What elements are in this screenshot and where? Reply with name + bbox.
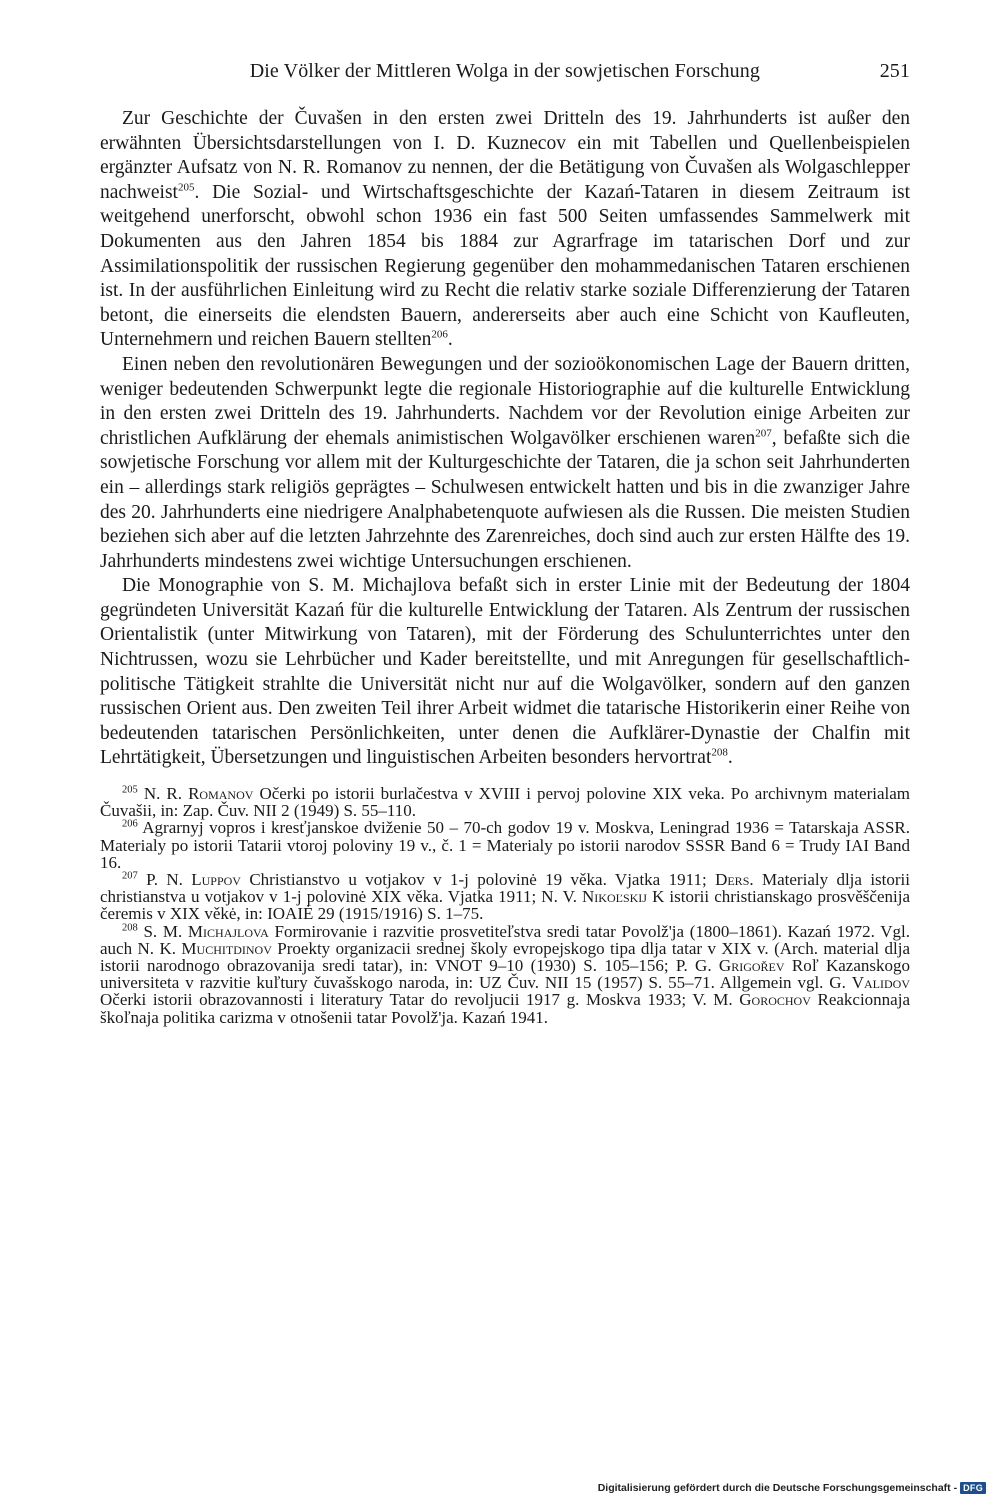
dfg-logo-icon: DFG: [960, 1482, 986, 1494]
paragraph-1: Zur Geschichte der Čuvašen in den ersten zwei Dritteln des 19. Jahrhunderts ist außer den erwähnten Übersichtsdarstellungen von I. D. Kuznecov ein mit Tabellen und Quellenbeispielen ergänzter Aufsatz von N. R. Romanov zu nennen, der die Betätigung von Čuvašen als Wolgaschlepper nachweist$^{205}$. Die Sozial- und Wirtschaftsgeschichte der Kazań-Tataren in diesem Zeitraum ist weitgehend unerforscht, obwohl schon 1936 ein fast 500 Seiten umfassendes Sammelwerk mit Dokumenten aus den Jahren 1854 bis 1884 zur Agrarfrage im tatarischen Dorf und zur Assimilationspolitik der russischen Regierung gegenüber den mohammedanischen Tataren erschienen ist. In der ausführlichen Einleitung wird zu Recht die relativ starke soziale Differenzierung der Tataren betont, die einerseits die elendsten Bauern, andererseits aber auch eine Schicht von Kaufleuten, Unternehmern und reichen Bauern stellten$^{206}$.: [100, 108, 910, 351]
running-head: [100, 60, 910, 83]
footnotes: [100, 785, 910, 1026]
running-title: Die Völker der Mittleren Wolga in der sowjetischen Forschung: [249, 60, 760, 82]
digitization-credit: [598, 1482, 986, 1494]
footnote-207: $^{207}$ P. N. Luppov Christianstvo u votjakov v 1-j polovinė 19 věka. Vjatka 1911; Ders. Materialy dlja istorii christianstva u votjakov v 1-j polovinė XIX věka. Vjatka 1911; N. V. Nikoľskij K istorii christianskago prosvěščenija čeremis v XIX věkė, in: IOAIĖ 29 (1915/1916) S. 1–75.: [100, 870, 910, 924]
footnote-206: $^{206}$ Agrarnyj vopros i kresťjanskoe dviženie 50 – 70-ch godov 19 v. Moskva, Leningrad 1936 = Tatarskaja ASSR. Materialy po istorii Tatarii vtoroj poloviny 19 v., č. 1 = Materialy po istorii narodov SSSR Band 6 = Trudy IAI Band 16.: [100, 818, 910, 872]
footnote-ref-206[interactable]: 206: [431, 328, 448, 341]
footnote-ref-207[interactable]: 207: [755, 427, 772, 440]
footnote-205: $^{205}$ N. R. Romanov Očerki po istorii burlačestva v XVIII i pervoj polovine XIX veka. Po archivnym materialam Čuvašii, in: Zap. Čuv. NII 2 (1949) S. 55–110.: [100, 784, 910, 821]
body-text: [100, 107, 910, 771]
footnote-ref-205[interactable]: 205: [177, 181, 195, 194]
footnote-208: $^{208}$ S. M. Michajlova Formirovanie i razvitie prosvetiteľstva sredi tatar Povolž'ja (1800–1861). Kazań 1972. Vgl. auch N. K. Muchitdinov Proekty organizacii srednej školy evropejskogo tipa dlja tatar v XIX v. (Arch. material dlja istorii narodnogo obrazovanija sredi tatar), in: VNOT 9–10 (1930) S. 105–156; P. G. Grigořev Roľ Kazanskogo universiteta v razvitie kuľtury čuvašskogo naroda, in: UZ Čuv. NII 15 (1957) S. 55–71. Allgemein vgl. G. Validov Očerki istorii obrazovannosti i literatury Tatar do revoljucii 1917 g. Moskva 1933; V. M. Gorochov Reakcionnaja škoľnaja politika carizma v otnošenii tatar Povolž'ja. Kazań 1941.: [100, 921, 911, 1027]
paragraph-2: Einen neben den revolutionären Bewegungen und der sozioökonomischen Lage der Bauern dritten, weniger bedeutenden Schwerpunkt legte die regionale Historiographie auf die kulturelle Entwicklung in den ersten zwei Dritteln des 19. Jahrhunderts. Nachdem vor der Revolution einige Arbeiten zur christlichen Aufklärung der ehemals animistischen Wolgavölker erschienen waren$^{207}$, befaßte sich die sowjetische Forschung vor allem mit der Kulturgeschichte der Tataren, die ja schon seit Jahrhunderten ein – allerdings stark religiös geprägtes – Schulwesen entwickelt hatten und bis in die zwanziger Jahre des 20. Jahrhunderts eine niedrigere Analphabetenquote aufwiesen als die Russen. Die meisten Studien beziehen sich aber auf die letzten Jahrzehnte des Zarenreiches, doch sind auch zur ersten Hälfte des 19. Jahrhunderts mindestens zwei wichtige Untersuchungen erschienen.: [100, 353, 910, 572]
footnote-ref-208[interactable]: 208: [711, 746, 728, 759]
page: [100, 60, 910, 1026]
page-number: 251: [879, 60, 910, 82]
paragraph-3: Die Monographie von S. M. Michajlova befaßt sich in erster Linie mit der Bedeutung der 1804 gegründeten Universität Kazań für die kulturelle Entwicklung der Tataren. Als Zentrum der russischen Orientalistik (unter Mitwirkung von Tataren), mit der Förderung des Schulunterrichtes unter den Nichtrussen, wozu sie Lehrbücher und Kader bereitstellte, und mit Anregungen für gesellschaftlich-politische Tätigkeit strahlte die Universität nicht nur auf die Wolgavölker, sondern auf den ganzen russischen Orient aus. Den zweiten Teil ihrer Arbeit widmet die tatarische Historikerin einer Reihe von bedeutenden tatarischen Persönlichkeiten, unter denen die Aufklärer-Dynastie der Chalfin mit Lehrtätigkeit, Übersetzungen und linguistischen Arbeiten besonders hervortrat$^{208}$.: [100, 575, 910, 769]
credit-text: Digitalisierung gefördert durch die Deutsche Forschungsgemeinschaft -: [597, 1482, 958, 1494]
